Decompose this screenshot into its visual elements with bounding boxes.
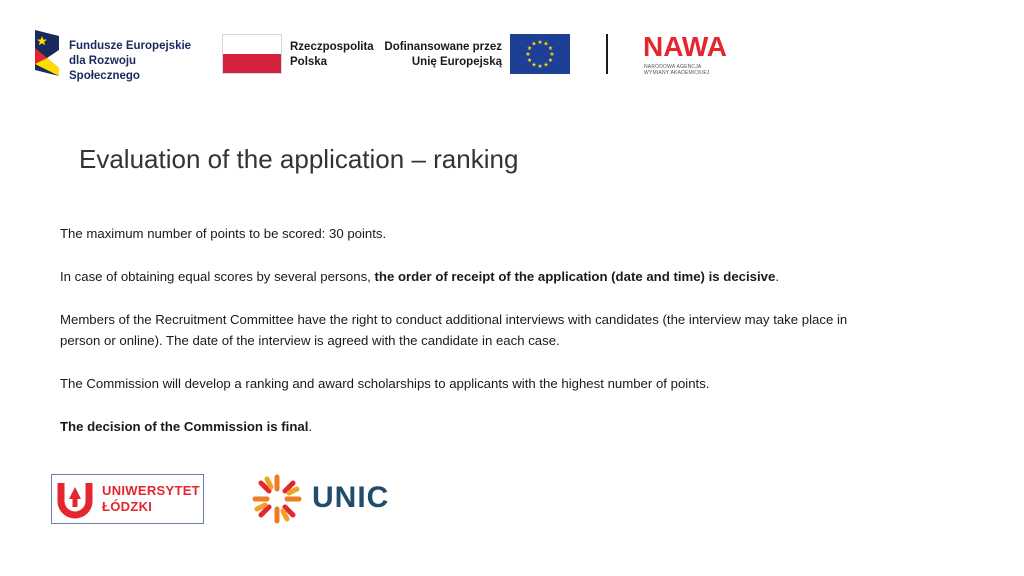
svg-text:★: ★ [543,61,549,69]
ul-line1: UNIWERSYTET [102,483,200,498]
nawa-sub-line1: NARODOWA AGENCJA [644,64,702,70]
pl-logo-text [290,40,374,70]
paragraph-max-points: The maximum number of points to be scored: 30 points. [60,226,387,241]
nawa-sub-line2: WYMIANY AKADEMICKIEJ [644,70,710,76]
rzeczpospolita-polska-logo [222,34,372,76]
unic-logo [250,472,390,528]
fe-logo-text [69,39,208,84]
eu-flag-icon [510,34,570,74]
eu-line2: Unię Europejską [411,56,502,68]
svg-text:★: ★ [547,45,554,52]
fundusze-europejskie-logo [33,28,208,80]
equal-scores-bold: the order of receipt of the application (date and time) is decisive [374,269,776,284]
svg-text:★: ★ [537,63,543,70]
svg-text:★: ★ [531,40,537,48]
svg-text:★: ★ [526,45,533,52]
eu-line1: Dofinansowane przez [384,41,502,53]
svg-text:★: ★ [525,51,531,58]
paragraph-interviews: Members of the Recruitment Committee have the right to conduct additional interviews with candidates (the interview may take place in person or online). The date of the interview is agreed with the candidate in each case. [60,312,848,348]
fe-line2: dla Rozwoju Społecznego [69,55,140,82]
paragraph-ranking: The Commission will develop a ranking and award scholarships to applicants with the highest number of points. [60,376,710,391]
slide-title: Evaluation of the application – ranking [79,144,519,174]
fe-emblem-icon [33,28,61,78]
ul-emblem-icon [55,479,95,519]
svg-text:★: ★ [531,61,537,69]
unic-wordmark: UNIC [312,481,390,514]
paragraph-decision [60,416,860,437]
unic-star-icon [250,472,304,526]
svg-text:★: ★ [549,51,555,58]
fe-line1: Fundusze Europejskie [69,40,192,52]
svg-text:★: ★ [526,57,533,64]
svg-text:★: ★ [547,57,554,64]
header-divider [606,34,608,74]
ul-logo-text [102,483,200,515]
svg-text:★: ★ [543,40,549,48]
polish-flag-icon [222,34,282,74]
eu-logo-text [384,40,502,70]
decision-end: . [308,419,313,434]
equal-scores-text: In case of obtaining equal scores by several persons, [60,269,375,284]
ul-line2: ŁÓDZKI [102,499,153,514]
nawa-logo [643,31,743,78]
decision-bold: The decision of the Commission is final [60,419,309,434]
equal-scores-end: . [775,269,780,284]
uniwersytet-lodzki-logo [51,474,204,524]
eu-cofinanced-logo [384,34,570,76]
svg-text:★: ★ [537,39,543,46]
pl-line2: Polska [290,56,328,68]
pl-line1: Rzeczpospolita [290,41,374,53]
paragraph-equal-scores [60,266,860,287]
nawa-wordmark: NAWA [643,31,727,62]
nawa-subtitle [644,64,710,76]
